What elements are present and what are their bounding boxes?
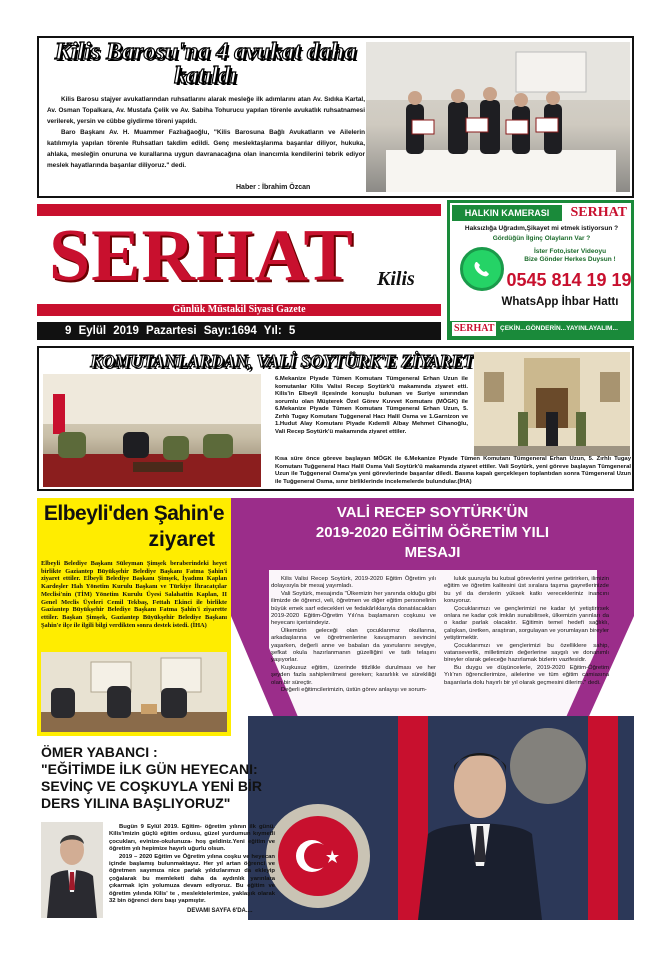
bar-news-paragraph: Baro Başkanı Av. H. Muammer Fazlıağaoğlu, "Kilis Barosuna Bağlı Avukatların ve Ailelerin katılımıyla yapılan törenle Ruhsatları takdim edildi. Genç meslektaşlarıma başarılar diliyor, hukuka, ahlaka, mesleğin onuruna ve kurallarına uygun davranacağına olan inancımla kendilerini tebrik ediyor meslek hayatlarında başarılar diliyoruz." dedi. xyxy=(47,129,365,169)
elbeyli-visit-photo xyxy=(41,652,227,732)
governor-message-paragraph: Vali Soytürk, mesajında "Ülkemizin her yanında olduğu gibi ilimizde de öğrenci, veli, öğretmen ve diğer eğitim personelinin büyük emek sarf edecekleri ve fedakârlıklarıyla donatılacakları 2019-2020 Eğitim-Öğretim Yılı'na başlamanın coşkusu ve heyecanı içerisindeyiz. xyxy=(271,590,436,627)
governor-message-paragraph: Kuşkusuz eğitim, üzerinde titizlikle durulması ve her şeyden fazla sahiplenilmesi gereken; kararlılık ve sürekliliği olan bir süreçtir. xyxy=(271,664,436,686)
bar-news-paragraph: Kilis Barosu stajyer avukatlarından ruhsatlarını alarak mesleğe ilk adımlarını atan Av. Sıdıka Kartal, Av. Osman Topalkara, Av. Mustafa Çelik ve Av. Sabiha Tohurucu yapılan törenle avukatlık ruhsatnamesi verilerek, yersin ve cübbe giydirme töreni yapıldı. xyxy=(47,96,365,125)
governor-message-column xyxy=(444,576,609,687)
citizen-camera-ad xyxy=(447,200,634,340)
elbeyli-visit-title: Elbeyli'den Şahin'e xyxy=(43,502,225,525)
citizen-camera-footer-text: ÇEKİN...GÖNDERİN...YAYINLAYALIM... xyxy=(500,325,618,332)
citizen-camera-footer-logo: SERHAT xyxy=(454,323,495,334)
elbeyli-visit-box xyxy=(37,498,231,736)
governor-message-title: MESAJI xyxy=(404,544,461,561)
omer-yabanci-headline-line: ÖMER YABANCI : xyxy=(41,744,158,760)
governorate-building-photo xyxy=(474,352,630,456)
whatsapp-hotline-label: WhatsApp İhbar Hattı xyxy=(501,296,619,308)
elbeyli-visit-text: Elbeyli Belediye Başkanı Süleyman Şimşek beraberindeki heyet birlikte Gaziantep Büyükşehir Belediye Başkanı Fatma Şahin'i ziyaret ettiler. Elbeyli Belediye Başkanı Şimşek, İyadımı Kaplan Kardeşler Hah Yönetim Kurulu Başkanı ve Türkiye İhracatçılar Meclisi'nin (TİM) Yönetim Kurulu Üyesi Salahattin Kaplan, II Genel Meclis Üyeleri Cemil Tekbaş, Fettah Ekinci ile birlikte Gaziantep Büyükşehir Belediye Başkanı Fatma Şahin'i ziyarette ettiler. Başkan Şimşek, Gaziantep Büyükşehir Belediye Başkanı Şahin'e ilçe ile ilgili bilgi verdikten sonra destek istedi. (İHA) xyxy=(41,560,227,629)
governor-photo xyxy=(248,716,634,920)
commanders-visit-title: KOMUTANLARDAN, VALİ SOYTÜRK'E ZİYARET xyxy=(90,351,474,371)
continued-on-page-note: DEVAMI SAYFA 6'DA.... xyxy=(187,908,253,914)
bar-news-body xyxy=(47,94,365,171)
governor-message-paragraph: Kilis Valisi Recep Soytürk, 2019-2020 Eğitim Öğretim yılı dolayısıyla bir mesaj yayımladı. xyxy=(271,576,436,590)
newspaper-tagline: Günlük Müstakil Siyasi Gazete xyxy=(37,304,441,316)
omer-yabanci-portrait xyxy=(41,822,103,918)
citizen-camera-footer xyxy=(450,321,631,337)
omer-yabanci-headline-line: DERS YILINA BAŞLIYORUZ" xyxy=(41,795,231,811)
bar-news-credit: Haber : İbrahim Özcan xyxy=(236,184,311,191)
governor-message-paragraph: luluk şuuruyla bu kutsal görevlerini yerine getirirken, ilimizin eğitim ve öğretim kalitesini üst sıralara taşıma gayretlerinizde bu yıl da derslerin yüksek katkı verecekleriniz inancını koruyoruz. xyxy=(444,576,609,605)
omer-yabanci-headline xyxy=(41,744,277,812)
governor-message-paragraph: Çocuklarımızı ve gençlerimizi bu özelliklere sahip, vatanseverlik, milletimizin değerlerine saygılı ve donanımlı bireyler olarak geleceğe hazırlamak bizlerin vazifesidir. xyxy=(444,642,609,664)
governor-message-column xyxy=(271,576,436,695)
citizen-camera-logo: SERHAT xyxy=(570,205,627,220)
commanders-visit-text: 6.Mekanize Piyade Tümen Komutanı Tümgeneral Erhan Uzun ile komutanlar Kilis Valisi Recep Soytürk'ü makamında ziyaret etti. Kilis'in Elbeyli ilçesinde konuşlu bulunan ve Suriye sınırından sorumlu olan Müşterek Özel Görev Kuvvet Komutanı (MÖGK) ile 6.Mekanize Piyade Tümen Komutanı Tümgeneral Erhan Uzun, 5. Zırhlı Tugay Komutanı Tuğgeneral Hacı Halil Osma ve 1.Garnizon ve 1.Hudut Alay Komutanı Piyade Kıdemli Albay Mehmet Cihanoğlu, Vali Recep Soytürk'ü makamında ziyaret ettiler. xyxy=(275,376,468,435)
governor-message-paragraph: Bu duygu ve düşüncelerle, 2019-2020 Eğitim-Öğretim Yılı'nın öğrencilerimize, ailelerine ve tüm eğitim camiasına başarılarla dolu hayırlı bir yıl olarak geçmesini dilerim." dedi. xyxy=(444,664,609,686)
governor-message-title: 2019-2020 EĞİTİM ÖĞRETİM YILI xyxy=(315,524,550,541)
omer-yabanci-headline-line: SEVİNÇ VE COŞKUYLA YENİ BİR xyxy=(41,778,262,794)
masthead xyxy=(37,200,441,340)
citizen-camera-line: Bize Gönder Herkes Duysun ! xyxy=(524,256,616,263)
governor-message-paragraph: Değerli eğitimcilerimizin, üstün görev anlayışı ve sorum- xyxy=(281,687,427,694)
citizen-camera-line: Gördüğün İlginç Olayların Var ? xyxy=(492,235,591,242)
citizen-camera-line: Haksızlığa Uğradım,Şikayet mi etmek istiyorsun ? xyxy=(464,225,619,232)
governor-message-box xyxy=(231,498,634,734)
bar-ceremony-photo xyxy=(366,42,630,192)
newspaper-city: Kilis xyxy=(377,268,415,290)
whatsapp-phone-number: 0545 814 19 19 xyxy=(506,270,632,290)
elbeyli-visit-title: ziyaret xyxy=(148,528,215,551)
governor-message-paragraph: Çocuklarımızı ve gençlerimizi ne kadar iyi yetiştirirsek onlara ne kadar çok imkân sunabilirsek, ülkemizin yarınları da o kadar parlak olacaktır. Eğitimin temel hedefi sağlıklı, çalışkan, üretken, araştıran, sorgulayan ve yorumlayan bireyler yetiştirmektir. xyxy=(444,605,609,642)
commanders-meeting-photo xyxy=(43,374,261,487)
omer-yabanci-paragraph: Bugün 9 Eylül 2019. Eğitim- öğretim yılının ilk günü. Kilis'imizin güçlü eğitim ordusu, güzel yurdumun kıymetli çocukları, evinize-okulunuza- hoş geldiniz.Yeni eğitim ve öğretim yılı hepimize hayırlı uğurlu olsun. xyxy=(109,824,275,853)
omer-yabanci-headline-line: "EĞİTİMDE İLK GÜN HEYECANI: xyxy=(41,761,258,777)
issue-dateline: 9 Eylül 2019 Pazartesi Sayı:1694 Yıl: 5 xyxy=(37,322,441,340)
omer-yabanci-article xyxy=(37,744,277,920)
commanders-visit-box xyxy=(37,346,634,491)
whatsapp-icon xyxy=(460,247,504,291)
citizen-camera-line: İster Foto,ister Videoyu xyxy=(533,248,607,255)
citizen-camera-header: HALKIN KAMERASI xyxy=(452,205,562,221)
governor-message-title: VALİ RECEP SOYTÜRK'ÜN xyxy=(336,504,529,521)
omer-yabanci-paragraph: 2019 – 2020 Eğitim ve Öğretim yılına coşku ve heyecan içinde başlamış bulunmaktayız. Her yıl artan öğrenci ve öğretmen sayımıza nice parlak yıldızlarımızı da ekleyip çoğalarak bu memleketi daha da aydınlık yarınlara çıkarmak için yolumuza devam ediyoruz. Bu eğitim ve öğretim yılında Kilis' te , meslektelerimize, yaklaşık olarak 32 bin öğrenci ders başı yapmıştır. xyxy=(109,853,275,905)
newspaper-logo: SERHAT xyxy=(49,215,354,297)
bar-news-box xyxy=(37,36,634,198)
commanders-visit-text: Kısa süre önce göreve başlayan MÖGK ile 6.Mekanize Piyade Tümen Komutanı Tümgeneral Erhan Uzun, 5. Zırhlı Tugay Komutanı Tuğgeneral Hacı Halil Osma Vali Soytürk'ü makamında ziyaret ettiler. Vali Soytürk, yeni göreve başlayan Tümgeneral Uzun ile Tuğgeneral Osma'ya yeni görevlerinde başarılar diledi. Basına kapalı gerçekleşen toplantıdan sonra Tümgeneral Uzun ile Tuğgeneral Osma, sınır birliklerinde incelemelerde bulundular.(İHA) xyxy=(275,456,631,485)
governor-message-paragraph: Ülkemizin geleceği olan çocuklarımız okullarına, arkadaşlarına ve öğretmenlerine kavuşmanın sevincini yaşarken, değerli anne ve babaları da yavrularını sevgiye, şefkat okula hazırlanmanın güzelliğini ve tatlı telaşını yaşıyorlar. xyxy=(271,627,436,664)
omer-yabanci-body xyxy=(109,824,275,905)
bar-news-title: Kilis Barosu'na 4 avukat daha katıldı xyxy=(54,39,357,89)
